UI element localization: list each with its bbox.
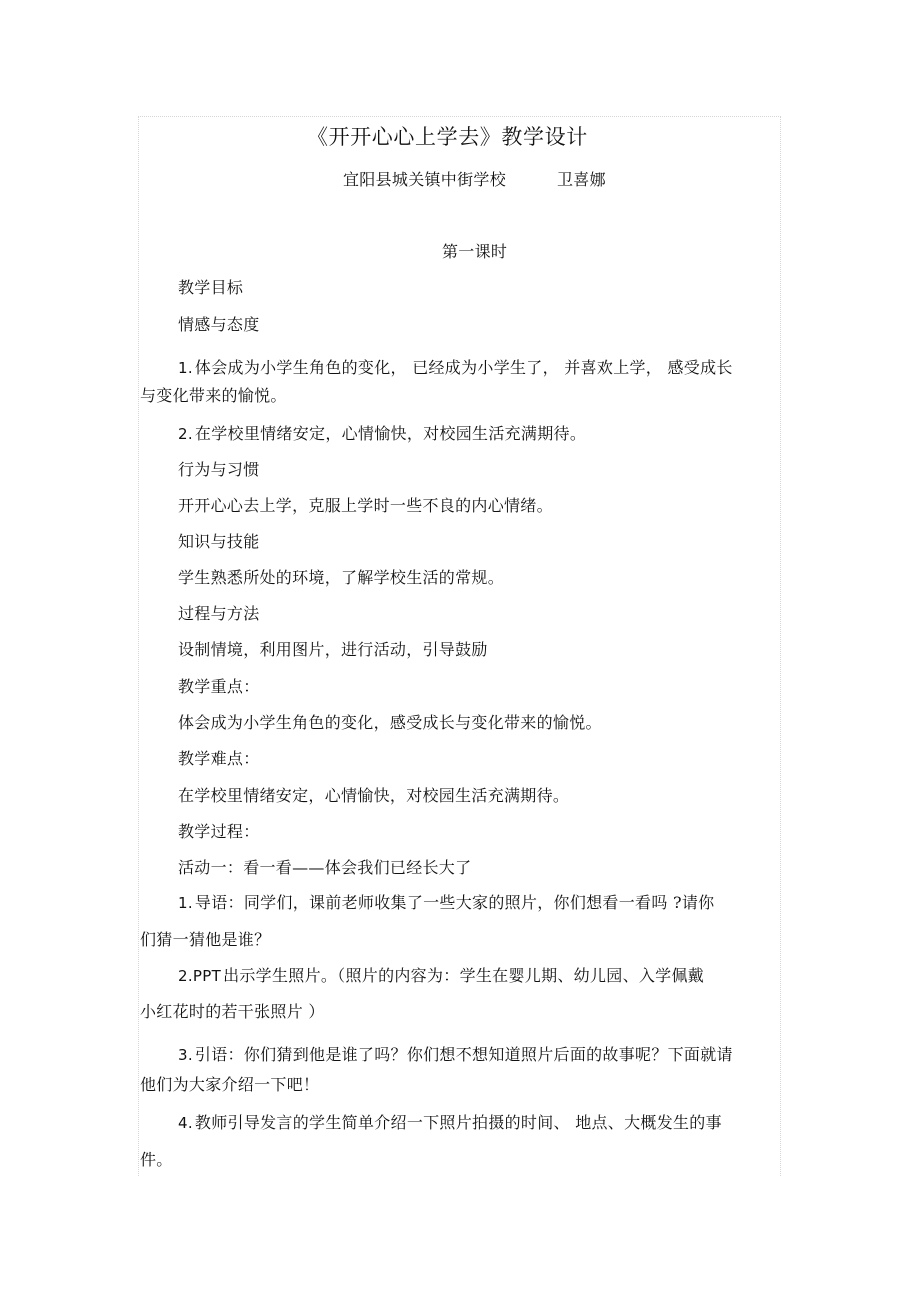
behavior-text: 开开心心去上学，克服上学时一些不良的内心情绪。 — [178, 496, 553, 515]
lesson-label: 第一课时 — [442, 242, 508, 261]
list-text: 出示学生照片。（照片的内容为：学生在婴儿期、幼儿园、入学佩戴 — [223, 966, 705, 985]
knowledge-text: 学生熟悉所处的环境，了解学校生活的常规。 — [178, 568, 505, 587]
list-number: 2.PPT — [178, 967, 222, 985]
list-text: 在学校里情绪安定，心情愉快，对校园生活充满期待。 — [194, 424, 587, 443]
list-number: 2. — [178, 425, 193, 443]
difficulty-text: 在学校里情绪安定，心情愉快，对校园生活充满期待。 — [178, 786, 570, 805]
list-number: 1. — [178, 359, 193, 377]
list-number: 1. — [178, 894, 193, 912]
process-heading: 过程与方法 — [178, 604, 260, 623]
procedure-heading: 教学过程： — [178, 822, 260, 841]
author-school: 宜阳县城关镇中街学校 — [343, 170, 507, 189]
knowledge-heading: 知识与技能 — [178, 532, 260, 551]
activity-1-heading: 活动一：看一看——体会我们已经长大了 — [178, 858, 472, 877]
objectives-heading: 教学目标 — [178, 278, 244, 297]
author-name: 卫喜娜 — [557, 170, 606, 189]
emotion-item-1-line2: 与变化带来的愉悦。 — [140, 386, 287, 405]
list-number: 4. — [178, 1114, 193, 1132]
step-4-line2: 件。 — [140, 1150, 173, 1169]
document-title: 《开开心心上学去》教学设计 — [307, 125, 588, 149]
behavior-heading: 行为与习惯 — [178, 460, 260, 479]
step-1-line2: 们猜一猜他是谁？ — [140, 930, 271, 949]
list-text: 体会成为小学生角色的变化， 已经成为小学生了， 并喜欢上学， 感受成长 — [194, 358, 733, 377]
difficulty-heading: 教学难点： — [178, 749, 260, 768]
emotion-item-1-line1 — [178, 358, 733, 378]
step-3-line1 — [178, 1045, 733, 1065]
step-2-line2: 小红花时的若干张照片 ） — [140, 1002, 325, 1021]
step-3-line2: 他们为大家介绍一下吧！ — [140, 1075, 320, 1094]
emotion-heading: 情感与态度 — [178, 315, 260, 334]
list-text: 导语：同学们，课前老师收集了一些大家的照片，你们想看一看吗 ?请你 — [194, 893, 715, 912]
process-text: 设制情境，利用图片，进行活动，引导鼓励 — [178, 640, 488, 659]
step-2-line1 — [178, 966, 704, 986]
step-1-line1 — [178, 893, 715, 913]
list-text: 教师引导发言的学生简单介绍一下照片拍摄的时间、 地点、大概发生的事 — [194, 1113, 722, 1132]
key-point-text: 体会成为小学生角色的变化，感受成长与变化带来的愉悦。 — [178, 713, 602, 732]
list-number: 3. — [178, 1046, 193, 1064]
step-4-line1 — [178, 1113, 722, 1133]
list-text: 引语：你们猜到他是谁了吗？你们想不想知道照片后面的故事呢？下面就请 — [194, 1045, 733, 1064]
emotion-item-2 — [178, 424, 586, 444]
key-point-heading: 教学重点： — [178, 677, 260, 696]
